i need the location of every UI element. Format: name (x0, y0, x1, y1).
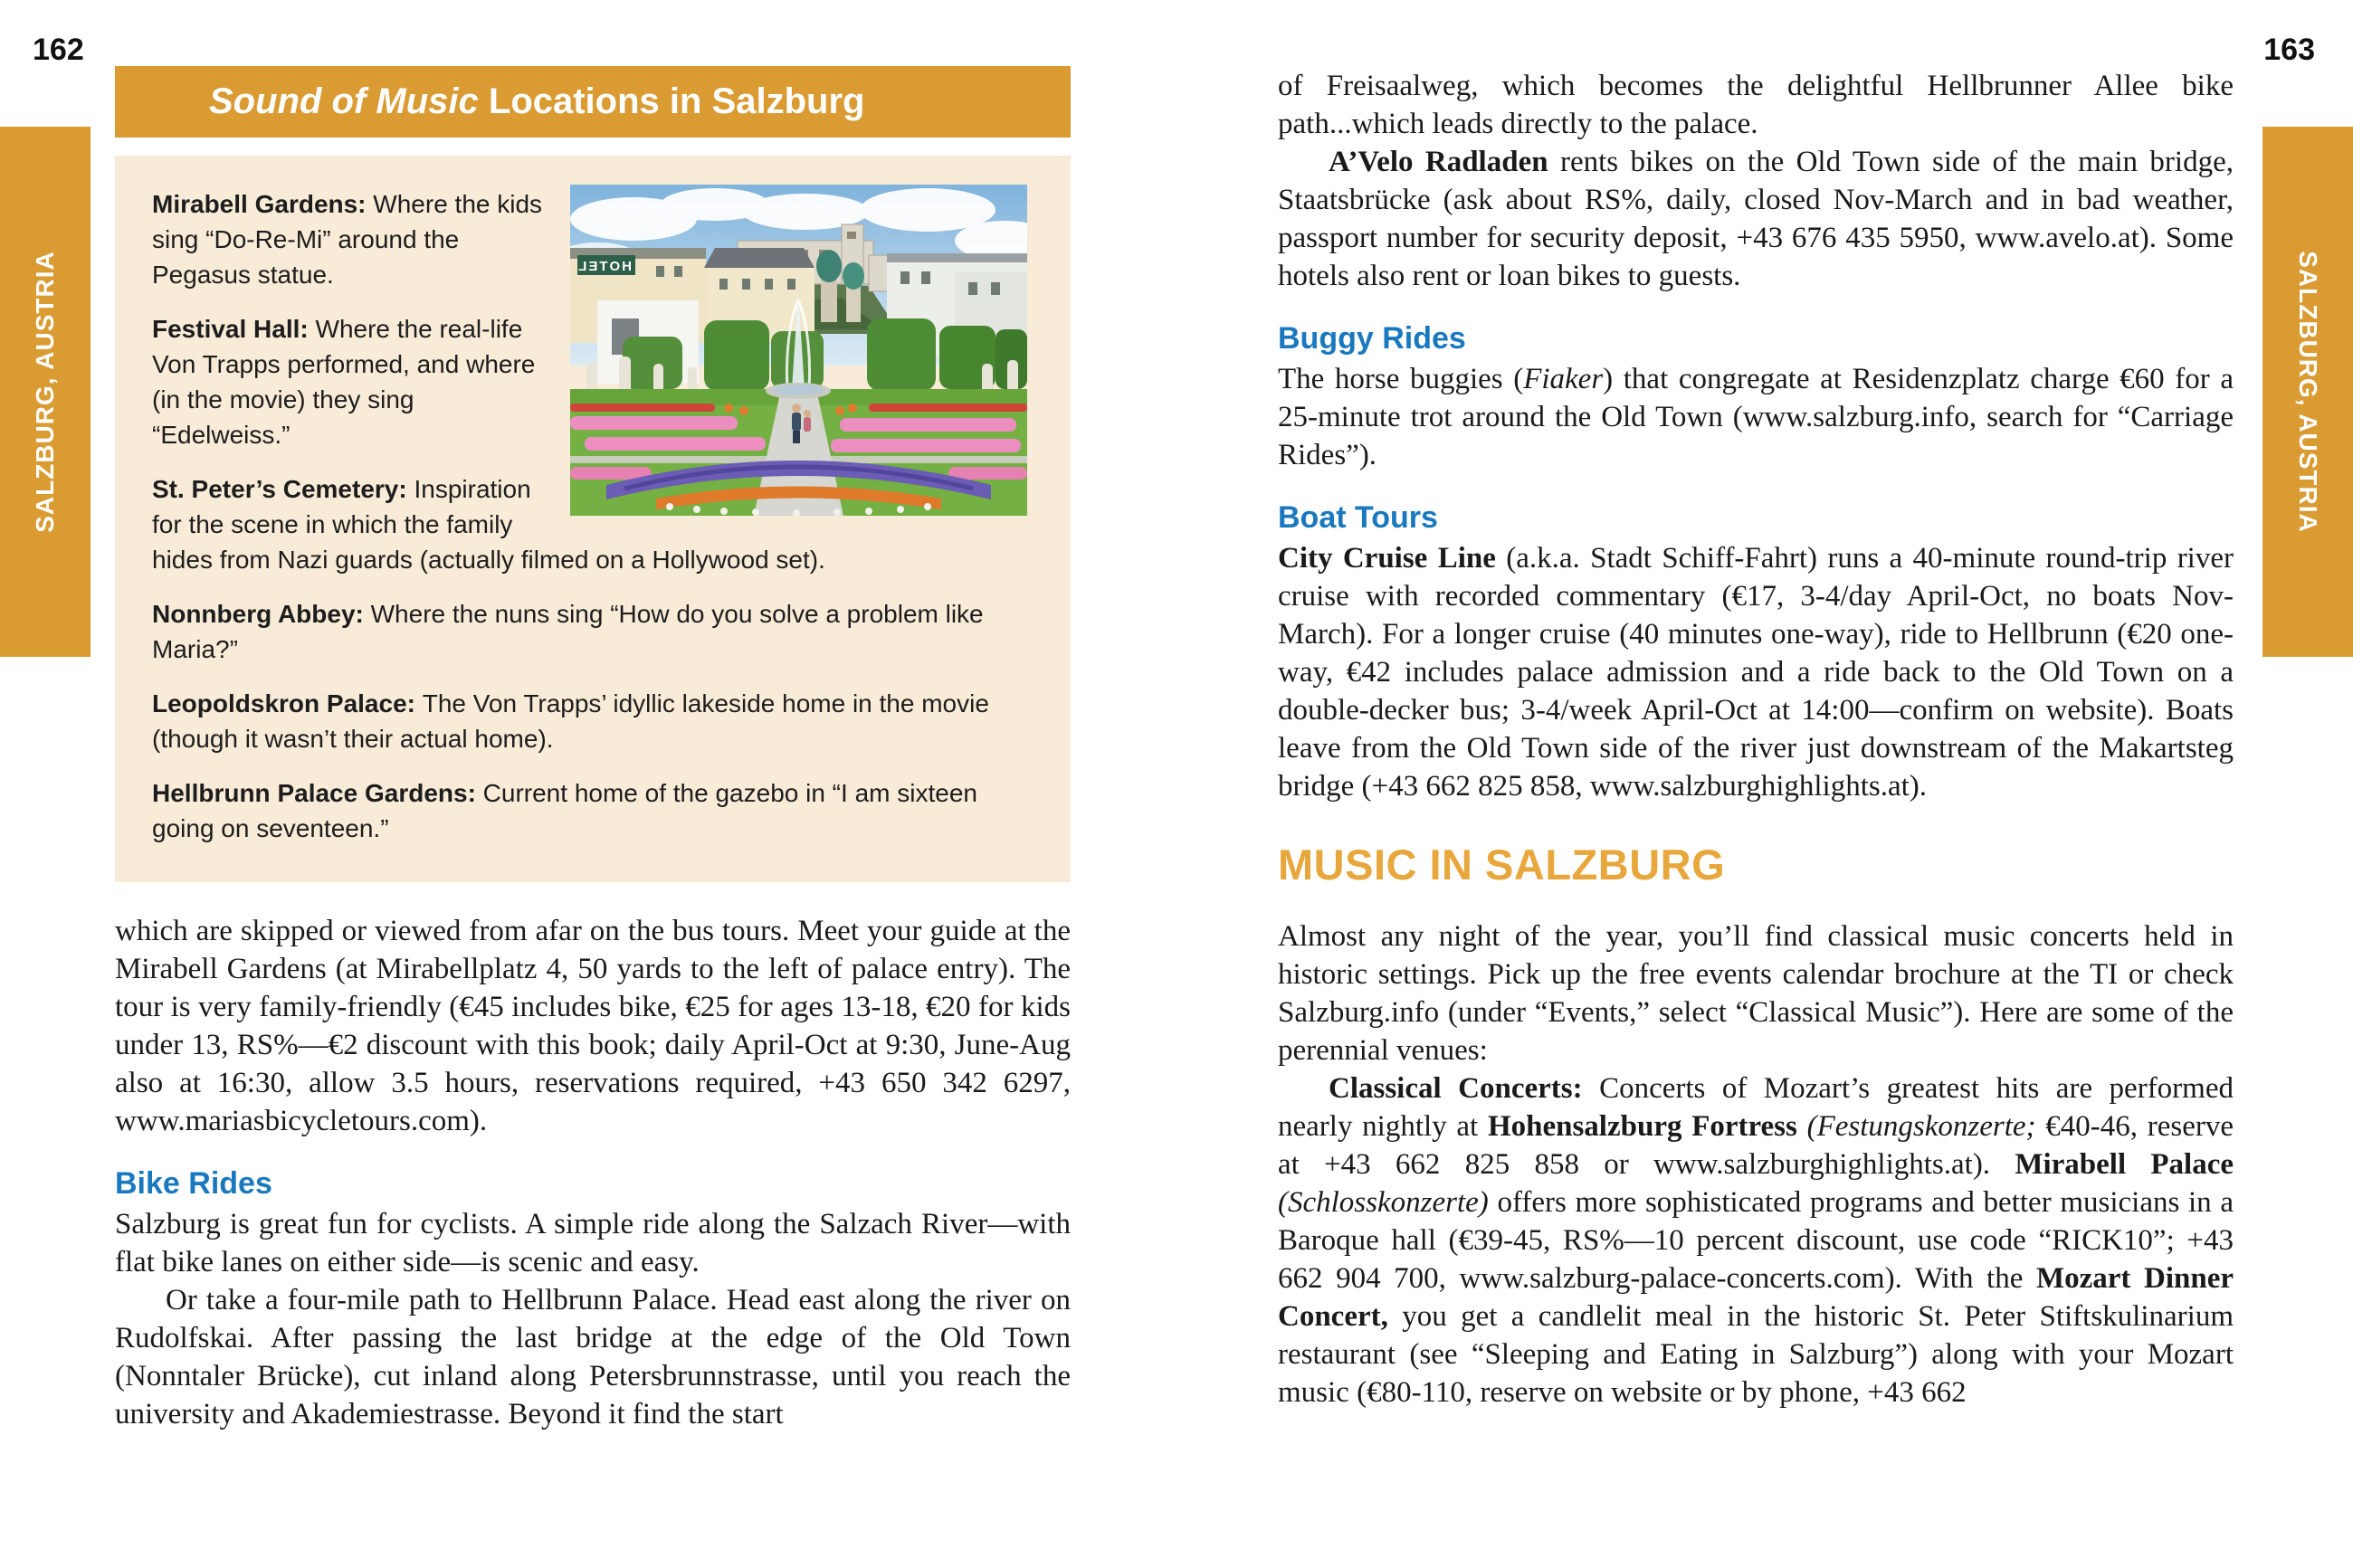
hotel-sign-text: HOTEL (576, 259, 632, 274)
paragraph-buggy-rides: The horse buggies (Fiaker) that congregate at Residenzplatz charge €60 for a 25-minute trot around the Old Town (www.salzburg.info, search for “Carriage Rides”). (1278, 363, 2234, 471)
paragraph-freisaalweg: of Freisaalweg, which becomes the delightful Hellbrunner Allee bike path...which leads directly to the palace. (1278, 70, 2234, 140)
heading-boat-tours: Boat Tours (1278, 500, 1438, 535)
som-entry-leopoldskron: Leopoldskron Palace: The Von Trapps’ idyllic lakeside home in the movie (though it wasn’t their actual home). (152, 689, 989, 753)
sidebar-box-title (115, 66, 1071, 138)
page-number-right: 163 (2263, 33, 2315, 67)
sound-of-music-locations-box (115, 156, 1071, 882)
paragraph-bike-rides-2: Or take a four-mile path to Hellbrunn Palace. Head east along the river on Rudolfskai. After passing the last bridge at the edge of the Old Town (Nonntaler Brücke), cut inland along Petersbrunnstrasse, until you reach the university and Akademiestrasse. Beyond it find the start (115, 1284, 1071, 1430)
paragraph-boat-tours: City Cruise Line (a.k.a. Stadt Schiff-Fahrt) runs a 40-minute round-trip river cruise with recorded commentary (€17, 3-4/day April-Oct, no boats Nov-March). For a longer cruise (40 minutes one-way), ride to Hellbrunn (€20 one-way, €42 includes palace admission and a ride back to the Old Town on a double-decker bus; 3-4/week April-Oct at 14:00—confirm on website). Boats leave from the Old Town side of the river just downstream of the Makartsteg bridge (+43 662 825 858, www.salzburghighlights.at). (1278, 542, 2234, 803)
som-entry-nonnberg: Nonnberg Abbey: Where the nuns sing “How do you solve a problem like Maria?” (152, 600, 984, 663)
left-page-body (115, 912, 1071, 1433)
paragraph-avelo: A’Velo Radladen rents bikes on the Old Town side of the main bridge, Staatsbrücke (ask about RS%, daily, closed Nov-March and in bad weather, passport number for security deposit, +43 676 435 5950, www.avelo.at). Some hotels also rent or loan bikes to guests. (1278, 146, 2234, 292)
side-tab-right (2262, 127, 2353, 657)
left-page-column (115, 66, 1071, 1433)
side-tab-left-label: SALZBURG, AUSTRIA (31, 251, 60, 533)
side-tab-left (0, 127, 90, 657)
paragraph-bus-tours: which are skipped or viewed from afar on the bus tours. Meet your guide at the Mirabell Gardens (at Mirabellplatz 4, 50 yards to the left of palace entry). The tour is very family-friendly (€45 includes bike, €25 for ages 13-18, €20 for kids under 13, RS%—€2 discount with this book; daily April-Oct at 9:30, June-Aug also at 16:30, allow 3.5 hours, reservations required, +43 650 342 6297, www.mariasbicycletours.com). (115, 915, 1071, 1137)
right-page-column (1278, 67, 2234, 1568)
heading-bike-rides: Bike Rides (115, 1166, 272, 1201)
side-tab-right-label: SALZBURG, AUSTRIA (2294, 251, 2323, 533)
heading-music-in-salzburg: MUSIC IN SALZBURG (1278, 841, 1726, 889)
som-entry-mirabell: Mirabell Gardens: Where the kids sing “Do-Re-Mi” around the Pegasus statue. (152, 190, 543, 289)
sidebar-box-title-text: Sound of Music Locations in Salzburg (209, 81, 865, 121)
som-entry-st-peters: St. Peter’s Cemetery: Inspiration for the scene in which the family hides from Nazi guards (actually filmed on a Hollywood set). (152, 475, 825, 574)
heading-buggy-rides: Buggy Rides (1278, 321, 1466, 356)
paragraph-bike-rides-1: Salzburg is great fun for cyclists. A simple ride along the Salzach River—with flat bike lanes on either side—is scenic and easy. (115, 1208, 1071, 1278)
som-entry-festival-hall: Festival Hall: Where the real-life Von Trapps performed, and where (in the movie) they sing “Edelweiss.” (152, 315, 536, 449)
paragraph-music-intro: Almost any night of the year, you’ll find classical music concerts held in historic settings. Pick up the free events calendar brochure at the TI or check Salzburg.info (under “Events,” select “Classical Music”). Here are some of the perennial venues: (1278, 920, 2234, 1067)
som-entry-hellbrunn: Hellbrunn Palace Gardens: Current home of the gazebo in “I am sixteen going on seventeen.” (152, 779, 977, 842)
page-number-left: 162 (33, 33, 84, 67)
mirabell-gardens-photo (570, 185, 1027, 516)
paragraph-classical-concerts: Classical Concerts: Concerts of Mozart’s greatest hits are performed nearly nightly at Hohensalzburg Fortress (Festungskonzerte; €40-46, reserve at +43 662 825 858 or www.salzburghighlights.at). Mirabell Palace (Schlosskonzerte) offers more sophisticated programs and better musicians in a Baroque hall (€39-45, RS%—10 percent discount, use code “RICK10”; +43 662 904 700, www.salzburg-palace-concerts.com). With the Mozart Dinner Concert, you get a candlelit meal in the historic St. Peter Stiftskulinarium restaurant (see “Sleeping and Eating in Salzburg”) along with your Mozart music (€80-110, reserve on website or by phone, +43 662 (1278, 1072, 2234, 1409)
